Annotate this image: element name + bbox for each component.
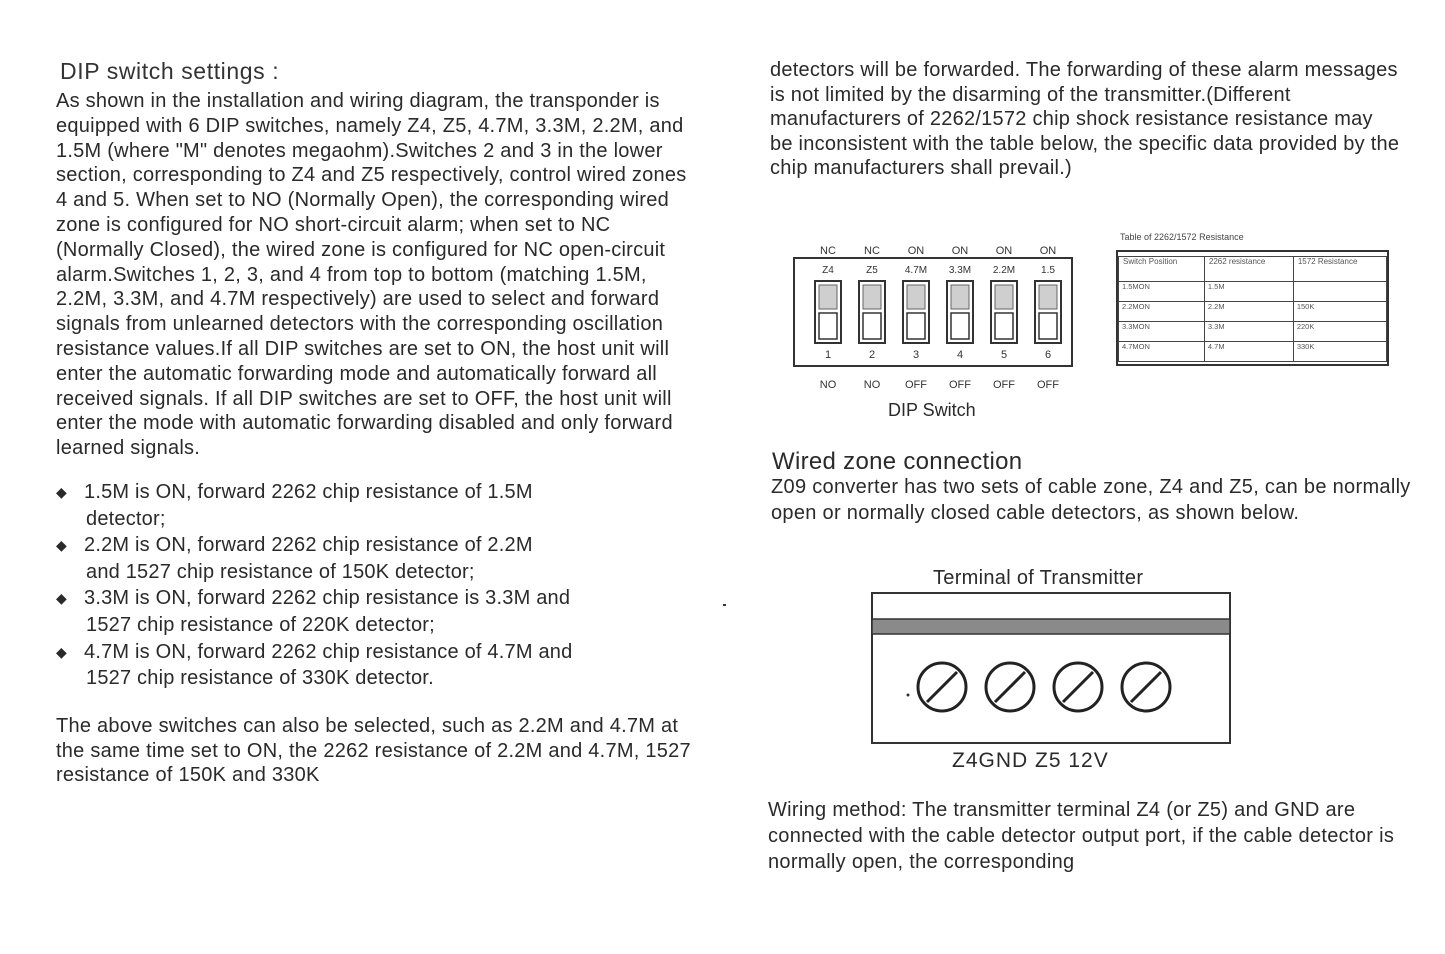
terminal-dot (907, 694, 910, 697)
dip-top-state-label: ON (995, 245, 1013, 257)
table-cell: 3.3M (1204, 322, 1293, 342)
bullet-item (56, 585, 696, 638)
dip-switch-number: 4 (956, 349, 964, 361)
wired-zone-paragraph: Z09 converter has two sets of cable zone, Z4 and Z5, can be normally open or normally closed cable detectors, as shown below. (771, 476, 1411, 524)
dip-bottom-state-label: OFF (905, 379, 927, 391)
terminal-label: Terminal of Transmitter (933, 567, 1144, 589)
bullet-line-1: 3.3M is ON, forward 2262 chip resistance is 3.3M and (84, 587, 571, 610)
dip-switch-label: 3.3M (948, 265, 972, 276)
dip-switch-slot (863, 313, 881, 339)
dip-switch-number: 5 (1000, 349, 1008, 361)
dip-top-state-label: NC (820, 245, 836, 257)
dip-top-state-label: ON (1039, 245, 1057, 257)
dip-switch-knob (995, 285, 1013, 309)
dip-bottom-state-label: OFF (949, 379, 971, 391)
dip-switch-slot (819, 313, 837, 339)
dip-switch-number: 6 (1044, 349, 1052, 361)
stray-dot (723, 604, 726, 606)
table-cell: 330K (1293, 342, 1386, 362)
dip-switch-label: 1.5 (1041, 265, 1055, 276)
combined-selection-paragraph: The above switches can also be selected, such as 2.2M and 4.7M at the same time set to ON, the 2262 resistance of 2.2M and 4.7M, 1527 resistance of 150K and 330K (56, 714, 691, 787)
right-column (770, 58, 1400, 181)
resistance-bullet-list (56, 479, 696, 692)
dip-top-state-label: NC (864, 245, 880, 257)
table-cell: 4.7M (1204, 342, 1293, 362)
bullet-line-2: and 1527 chip resistance of 150K detector; (86, 560, 475, 583)
table-cell: 150K (1293, 302, 1386, 322)
bullet-line-2: detector; (86, 507, 166, 530)
dip-switch-slot (1039, 313, 1057, 339)
bullet-line-1: 2.2M is ON, forward 2262 chip resistance of 2.2M (84, 534, 533, 557)
dip-switch-number: 3 (912, 349, 920, 361)
table-cell: 2.2M (1204, 302, 1293, 322)
terminal-pin-labels: Z4GND Z5 12V (952, 749, 1109, 772)
bullet-item (56, 479, 696, 532)
table-header-2262: 2262 resistance (1204, 257, 1293, 282)
resistance-table (1116, 250, 1389, 366)
dip-settings-intro: As shown in the installation and wiring diagram, the transponder is equipped with 6 DIP switches, namely Z4, Z5, 4.7M, 3.3M, 2.2M, and 1.5M (where "M" denotes megaohm).Switches 2 and 3 in the lower section, corresponding to Z4 and Z5 respectively, control wired zones 4 and 5. When set to NO (Normally Open), the corresponding wired zone is configured for NO short-circuit alarm; when set to NC (Normally Closed), the wired zone is configured for NC open-circuit alarm.Switches 1, 2, 3, and 4 from top to bottom (matching 1.5M, 2.2M, 3.3M, and 4.7M respectively) are used to select and forward signals from unlearned detectors with the corresponding oscillation resistance values.If all DIP switches are set to ON, the host unit will enter the automatic forwarding mode and automatically forward all received signals. If all DIP switches are set to OFF, the host unit will enter the mode with automatic forwarding disabled and only forward learned signals. (56, 90, 687, 460)
dip-switch-knob (1039, 285, 1057, 309)
table-cell: 1.5M (1204, 282, 1293, 302)
dip-switch-slot (995, 313, 1013, 339)
wiring-method-paragraph: Wiring method: The transmitter terminal Z4 (or Z5) and GND are connected with the cable detector output port, if the cable detector is normally open, the corresponding (768, 799, 1395, 873)
table-row (1119, 342, 1387, 362)
terminal-strip-bar (872, 619, 1230, 634)
dip-top-state-label: ON (907, 245, 925, 257)
dip-switch-slot (907, 313, 925, 339)
dip-switch-number: 1 (824, 349, 832, 361)
dip-top-state-label: ON (951, 245, 969, 257)
dip-switch-slot (951, 313, 969, 339)
dip-switch-label: 2.2M (992, 265, 1016, 276)
dip-switch-label: Z5 (866, 265, 878, 276)
table-cell: 220K (1293, 322, 1386, 342)
dip-switch-number: 2 (868, 349, 876, 361)
dip-switch-caption: DIP Switch (888, 400, 976, 420)
table-cell: 2.2MON (1119, 302, 1205, 322)
dip-switch-label: Z4 (822, 265, 834, 276)
bullet-diamond-icon: ◆ (56, 590, 67, 607)
terminal-diagram (870, 591, 1234, 747)
dip-switch-label: 4.7M (904, 265, 928, 276)
table-header-1572: 1572 Resistance (1293, 257, 1386, 282)
resistance-table-title: Table of 2262/1572 Resistance (1120, 232, 1244, 242)
terminal-screw-group (918, 663, 1170, 711)
bullet-diamond-icon: ◆ (56, 643, 67, 660)
table-header-switch: Switch Position (1119, 257, 1205, 282)
table-cell (1293, 282, 1386, 302)
bullet-item (56, 639, 696, 692)
bullet-item (56, 532, 696, 585)
table-cell: 1.5MON (1119, 282, 1205, 302)
table-row (1119, 302, 1387, 322)
dip-switch-knob (819, 285, 837, 309)
table-row (1119, 322, 1387, 342)
table-cell: 3.3MON (1119, 322, 1205, 342)
table-cell: 4.7MON (1119, 342, 1205, 362)
dip-switch-knob (951, 285, 969, 309)
bullet-line-2: 1527 chip resistance of 220K detector; (86, 613, 435, 636)
forwarding-continuation-paragraph: detectors will be forwarded. The forwarding of these alarm messages is not limited by the disarming of the transmitter.(Different manufacturers of 2262/1572 chip shock resistance resistance may be inconsistent with the table below, the specific data provided by the chip manufacturers shall prevail.) (770, 59, 1400, 180)
dip-switch-knob (907, 285, 925, 309)
dip-bottom-state-label: NO (863, 379, 881, 391)
dip-switch-knob (863, 285, 881, 309)
bullet-diamond-icon: ◆ (56, 483, 67, 500)
dip-switch-diagram (790, 238, 1080, 398)
bullet-line-1: 4.7M is ON, forward 2262 chip resistance of 4.7M and (84, 640, 573, 663)
dip-settings-heading: DIP switch settings : (60, 58, 280, 84)
dip-switch-group (815, 265, 1061, 361)
dip-bottom-state-label: OFF (1037, 379, 1059, 391)
bullet-line-1: 1.5M is ON, forward 2262 chip resistance of 1.5M (84, 480, 533, 503)
bullet-line-2: 1527 chip resistance of 330K detector. (86, 667, 434, 690)
bullet-diamond-icon: ◆ (56, 537, 67, 554)
dip-bottom-state-label: OFF (993, 379, 1015, 391)
dip-bottom-state-label: NO (819, 379, 837, 391)
wired-zone-heading: Wired zone connection (772, 448, 1023, 475)
table-row (1119, 282, 1387, 302)
left-column (56, 58, 696, 788)
